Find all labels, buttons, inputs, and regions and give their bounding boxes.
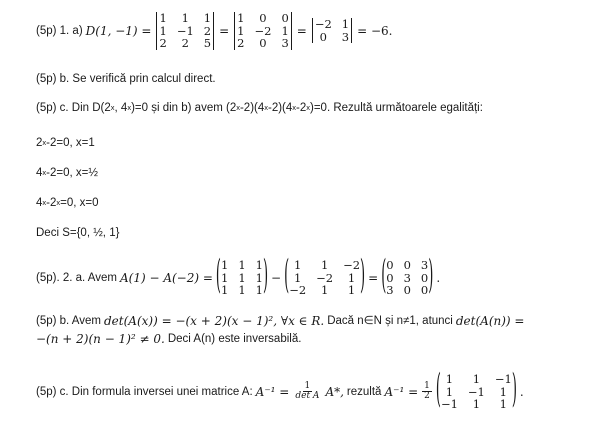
item1c-part: -2	[296, 101, 306, 115]
matrix-cell: −2	[343, 259, 360, 272]
item2b-row-2	[36, 332, 301, 346]
determinant-3x3-second	[232, 12, 294, 50]
matrix-cell: 1	[256, 284, 263, 297]
left-paren: (	[436, 336, 441, 448]
item2b-det-formula: det(A(x)) = −(x + 2)(x − 1)², ∀x ∈ R.	[104, 314, 324, 328]
item1b-row	[36, 72, 216, 86]
item2c-row	[36, 373, 524, 411]
matrix-cell: 1	[281, 25, 288, 38]
inverse-symbol: A⁻¹ =	[256, 385, 290, 399]
matrix-cell: 2	[177, 37, 194, 50]
fraction-numerator: 1	[303, 382, 313, 392]
matrix-cell: 1	[289, 272, 306, 285]
left-paren: (	[216, 222, 221, 335]
period: .	[520, 385, 524, 399]
matrix-3x3-result	[381, 259, 433, 297]
matrix-cells	[386, 259, 428, 297]
matrix-cell: 0	[386, 272, 393, 285]
item2a-expr: A(1) − A(−2) =	[120, 271, 213, 285]
right-paren: )	[512, 336, 517, 448]
equation-row-2: 4 x -2=0, x=½	[36, 166, 98, 180]
matrix-cell: 1	[343, 272, 360, 285]
item2b-prefix: (5p) b. Avem	[36, 314, 101, 328]
period: .	[436, 271, 440, 285]
matrix-cell: −2	[315, 18, 332, 31]
item2b-text: Dacă n∈N și n≠1, atunci	[327, 314, 453, 328]
matrix-cell: 1	[177, 12, 194, 25]
matrix-cell: 1	[343, 284, 360, 297]
item1c-part: -2)(4	[240, 101, 264, 115]
eq-rest: -2=0, x=½	[46, 166, 98, 180]
equals-sign: =	[219, 24, 229, 38]
equation-row-1: 2 x -2=0, x=1	[36, 136, 95, 150]
matrix-cell: 1	[256, 259, 263, 272]
matrix-cell: 2	[204, 25, 211, 38]
item2b-det-n: det(A(n)) =	[456, 314, 525, 328]
item2a-prefix: (5p). 2. a. Avem	[36, 271, 117, 285]
equation-row-3: 4 x -2 x =0, x=0	[36, 196, 99, 210]
matrix-cell: −1	[468, 386, 485, 399]
matrix-cell: 1	[495, 398, 512, 411]
matrix-cell: 1	[237, 25, 244, 38]
right-paren: )	[428, 222, 433, 335]
matrix-cell: 1	[342, 18, 349, 31]
item1c-part: (5p) c. Din D(2	[36, 101, 111, 115]
matrix-cell: 1	[237, 12, 244, 25]
matrix-cells	[315, 18, 349, 43]
matrix-3x3-a-minus2	[284, 259, 365, 297]
matrix-cell: 1	[316, 284, 333, 297]
eq-base: 4	[36, 196, 42, 210]
fraction-one-over-det	[293, 382, 321, 401]
matrix-cell: 1	[238, 272, 245, 285]
matrix-cell: −1	[177, 25, 194, 38]
matrix-cells	[159, 12, 211, 50]
matrix-cell: 0	[386, 259, 393, 272]
eq-mid: -2	[46, 196, 56, 210]
matrix-3x3-a1	[216, 259, 268, 297]
matrix-cells	[221, 259, 263, 297]
matrix-cell: 3	[342, 31, 349, 44]
matrix-cell: 1	[289, 259, 306, 272]
matrix-cell: 1	[256, 272, 263, 285]
matrix-cell: −1	[441, 398, 458, 411]
matrix-cell: 1	[495, 386, 512, 399]
item2b-det-value: −(n + 2)(n − 1)² ≠ 0.	[36, 332, 165, 346]
item2c-text: (5p) c. Din formula inversei unei matrice A:	[36, 385, 253, 399]
matrix-cell: 0	[404, 284, 411, 297]
item1c-part: )=0 și din b) avem (2	[131, 101, 236, 115]
matrix-cell: 3	[386, 284, 393, 297]
item2b-row-1	[36, 314, 524, 328]
inverse-symbol: A⁻¹ =	[384, 385, 418, 399]
matrix-cell: 0	[421, 272, 428, 285]
eq-rest: -2=0, x=1	[46, 136, 95, 150]
right-paren: )	[360, 222, 365, 335]
matrix-cell: 0	[281, 12, 288, 25]
matrix-cell: 0	[315, 31, 332, 44]
matrix-cell: 0	[254, 37, 271, 50]
eq-base: 4	[36, 166, 42, 180]
eq-rest: =0, x=0	[60, 196, 98, 210]
matrix-cell: −2	[289, 284, 306, 297]
matrix-cell: 1	[238, 259, 245, 272]
item1a-prefix: (5p) 1. a)	[36, 24, 83, 38]
matrix-cell: 3	[281, 37, 288, 50]
equals-sign: =	[368, 271, 378, 285]
minus-sign: −	[271, 271, 281, 285]
matrix-cell: 2	[237, 37, 244, 50]
matrix-cell: 5	[204, 37, 211, 50]
matrix-cell: 3	[404, 272, 411, 285]
item1c-part: )=0. Rezultă următoarele egalități:	[310, 101, 483, 115]
solution-set: Deci S={0, ½, 1}	[36, 226, 119, 240]
matrix-cell: 1	[238, 284, 245, 297]
matrix-cell: 1	[441, 386, 458, 399]
fraction-denominator: det A	[293, 392, 321, 401]
item1c-part: -2)(4	[268, 101, 292, 115]
matrix-cell: 2	[159, 37, 166, 50]
fraction-denominator: 2	[422, 392, 432, 401]
matrix-3x3-inverse	[436, 373, 517, 411]
matrix-cell: −2	[254, 25, 271, 38]
adjugate-symbol: A*,	[325, 385, 343, 399]
item2a-row	[36, 259, 440, 297]
matrix-cell: 1	[441, 373, 458, 386]
matrix-cell: −1	[495, 373, 512, 386]
equals-sign: =	[297, 24, 307, 38]
matrix-cell: 0	[404, 259, 411, 272]
left-paren: (	[381, 222, 386, 335]
matrix-cell: 1	[221, 272, 228, 285]
item1c-part: , 4	[115, 101, 128, 115]
matrix-cells	[237, 12, 289, 50]
matrix-cells	[289, 259, 360, 297]
matrix-cell: 1	[159, 12, 166, 25]
determinant-2x2	[310, 18, 354, 43]
right-paren: )	[263, 222, 268, 335]
solution-set-row	[36, 226, 119, 240]
matrix-cell: −2	[316, 272, 333, 285]
item1b-text: (5p) b. Se verifică prin calcul direct.	[36, 72, 216, 86]
item2c-rezulta: rezultă	[347, 385, 382, 399]
matrix-cells	[441, 373, 512, 411]
item1a-row	[36, 12, 392, 50]
item1a-result: = −6.	[357, 24, 392, 38]
matrix-cell: 1	[316, 259, 333, 272]
matrix-cell: 1	[204, 12, 211, 25]
item2b-conclusion: Deci A(n) este inversabilă.	[168, 332, 302, 346]
matrix-cell: 0	[254, 12, 271, 25]
matrix-cell: 1	[159, 25, 166, 38]
fraction-numerator: 1	[422, 382, 432, 392]
determinant-3x3-first	[154, 12, 216, 50]
matrix-cell: 1	[468, 398, 485, 411]
matrix-cell: 1	[468, 373, 485, 386]
matrix-cell: 3	[421, 259, 428, 272]
matrix-cell: 0	[421, 284, 428, 297]
item1a-lhs: D(1, −1) =	[86, 24, 152, 38]
eq-base: 2	[36, 136, 42, 150]
left-paren: (	[284, 222, 289, 335]
matrix-cell: 1	[221, 284, 228, 297]
item1c-row: (5p) c. Din D(2 x , 4 x )=0 și din b) avem (2 x -2)(4 x -2)(4 x -2 x )=0. Rezultă următoarele egalități:	[36, 101, 483, 115]
fraction-one-half	[422, 382, 432, 401]
matrix-cell: 1	[221, 259, 228, 272]
